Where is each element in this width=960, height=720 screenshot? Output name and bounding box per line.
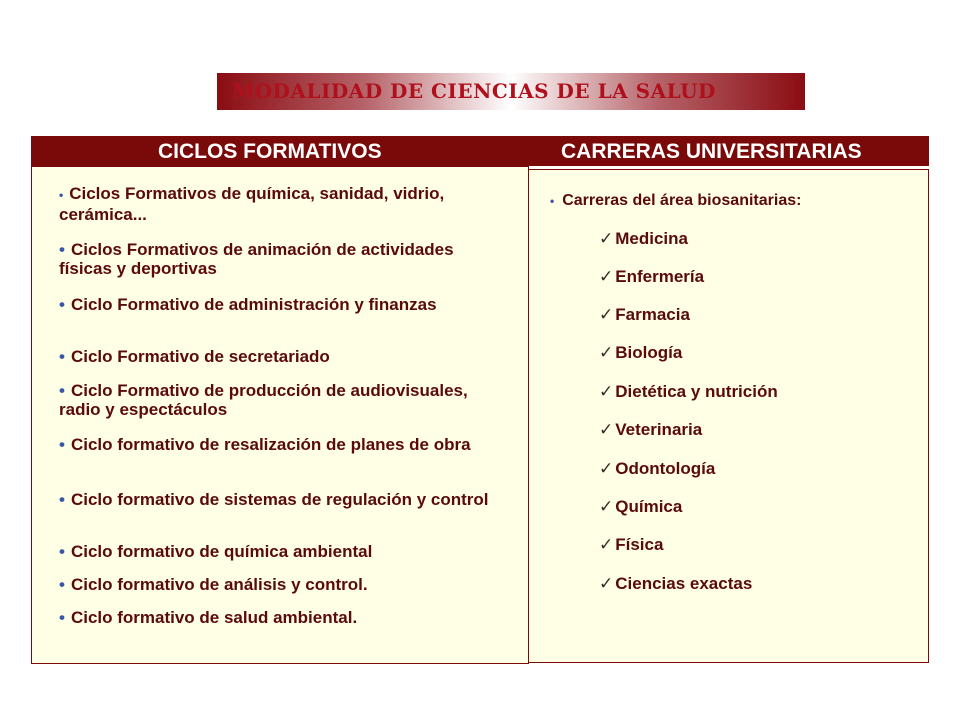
bullet-icon: • bbox=[59, 435, 65, 454]
ciclo-item: • Ciclos Formativos de animación de actividades físicas y deportivas bbox=[59, 240, 454, 278]
check-icon: ✓ bbox=[599, 267, 614, 286]
carrera-item: ✓ Veterinaria bbox=[599, 420, 703, 439]
check-icon: ✓ bbox=[599, 382, 614, 401]
check-icon: ✓ bbox=[599, 343, 614, 362]
bullet-icon: • bbox=[59, 347, 65, 366]
ciclo-item: • Ciclo formativo de resalización de planes de obra bbox=[59, 435, 471, 454]
ciclo-item: • Ciclo formativo de salud ambiental. bbox=[59, 608, 358, 627]
carrera-item: ✓ Odontología bbox=[599, 459, 716, 478]
header-carreras-universitarias: CARRERAS UNIVERSITARIAS bbox=[561, 140, 862, 163]
carrera-item: ✓ Ciencias exactas bbox=[599, 574, 753, 593]
ciclo-item: • Ciclo Formativo de secretariado bbox=[59, 347, 330, 366]
bullet-icon: • bbox=[59, 542, 65, 561]
title-banner bbox=[217, 73, 805, 110]
bullet-icon: • bbox=[59, 575, 65, 594]
ciclo-item: • Ciclo Formativo de administración y finanzas bbox=[59, 295, 437, 314]
carrera-item: ✓ Biología bbox=[599, 343, 683, 362]
bullet-icon: • bbox=[59, 295, 65, 314]
bullet-icon: • bbox=[59, 240, 65, 259]
carrera-item: ✓ Farmacia bbox=[599, 305, 690, 324]
carrera-item: ✓ Dietética y nutrición bbox=[599, 382, 778, 401]
column-header-bar bbox=[31, 136, 929, 166]
bullet-icon: • bbox=[59, 608, 65, 627]
carrera-item: ✓ Medicina bbox=[599, 229, 688, 248]
carrera-item: ✓ Química bbox=[599, 497, 683, 516]
carrera-item: ✓ Enfermería bbox=[599, 267, 705, 286]
check-icon: ✓ bbox=[599, 420, 614, 439]
check-icon: ✓ bbox=[599, 305, 614, 324]
carrera-item: ✓ Física bbox=[599, 535, 664, 554]
bullet-icon: • bbox=[59, 188, 64, 202]
page-title: MODALIDAD DE CIENCIAS DE LA SALUD bbox=[232, 79, 716, 103]
bullet-icon: • bbox=[59, 381, 65, 400]
ciclo-item: • Ciclo formativo de química ambiental bbox=[59, 542, 373, 561]
header-ciclos-formativos: CICLOS FORMATIVOS bbox=[158, 140, 382, 163]
check-icon: ✓ bbox=[599, 459, 614, 478]
ciclo-item: • Ciclo formativo de sistemas de regulación y control bbox=[59, 490, 489, 509]
ciclo-item: • Ciclos Formativos de química, sanidad, vidrio, cerámica... bbox=[59, 184, 445, 224]
check-icon: ✓ bbox=[599, 574, 614, 593]
bullet-icon: • bbox=[59, 490, 65, 509]
carreras-intro: • Carreras del área biosanitarias: bbox=[550, 192, 802, 209]
ciclo-item: • Ciclo formativo de análisis y control. bbox=[59, 575, 368, 594]
ciclo-item: • Ciclo Formativo de producción de audiovisuales, radio y espectáculos bbox=[59, 381, 468, 419]
carreras-panel bbox=[528, 169, 929, 663]
check-icon: ✓ bbox=[599, 535, 614, 554]
check-icon: ✓ bbox=[599, 497, 614, 516]
bullet-icon: • bbox=[550, 194, 555, 208]
check-icon: ✓ bbox=[599, 229, 614, 248]
ciclos-panel bbox=[31, 166, 529, 664]
